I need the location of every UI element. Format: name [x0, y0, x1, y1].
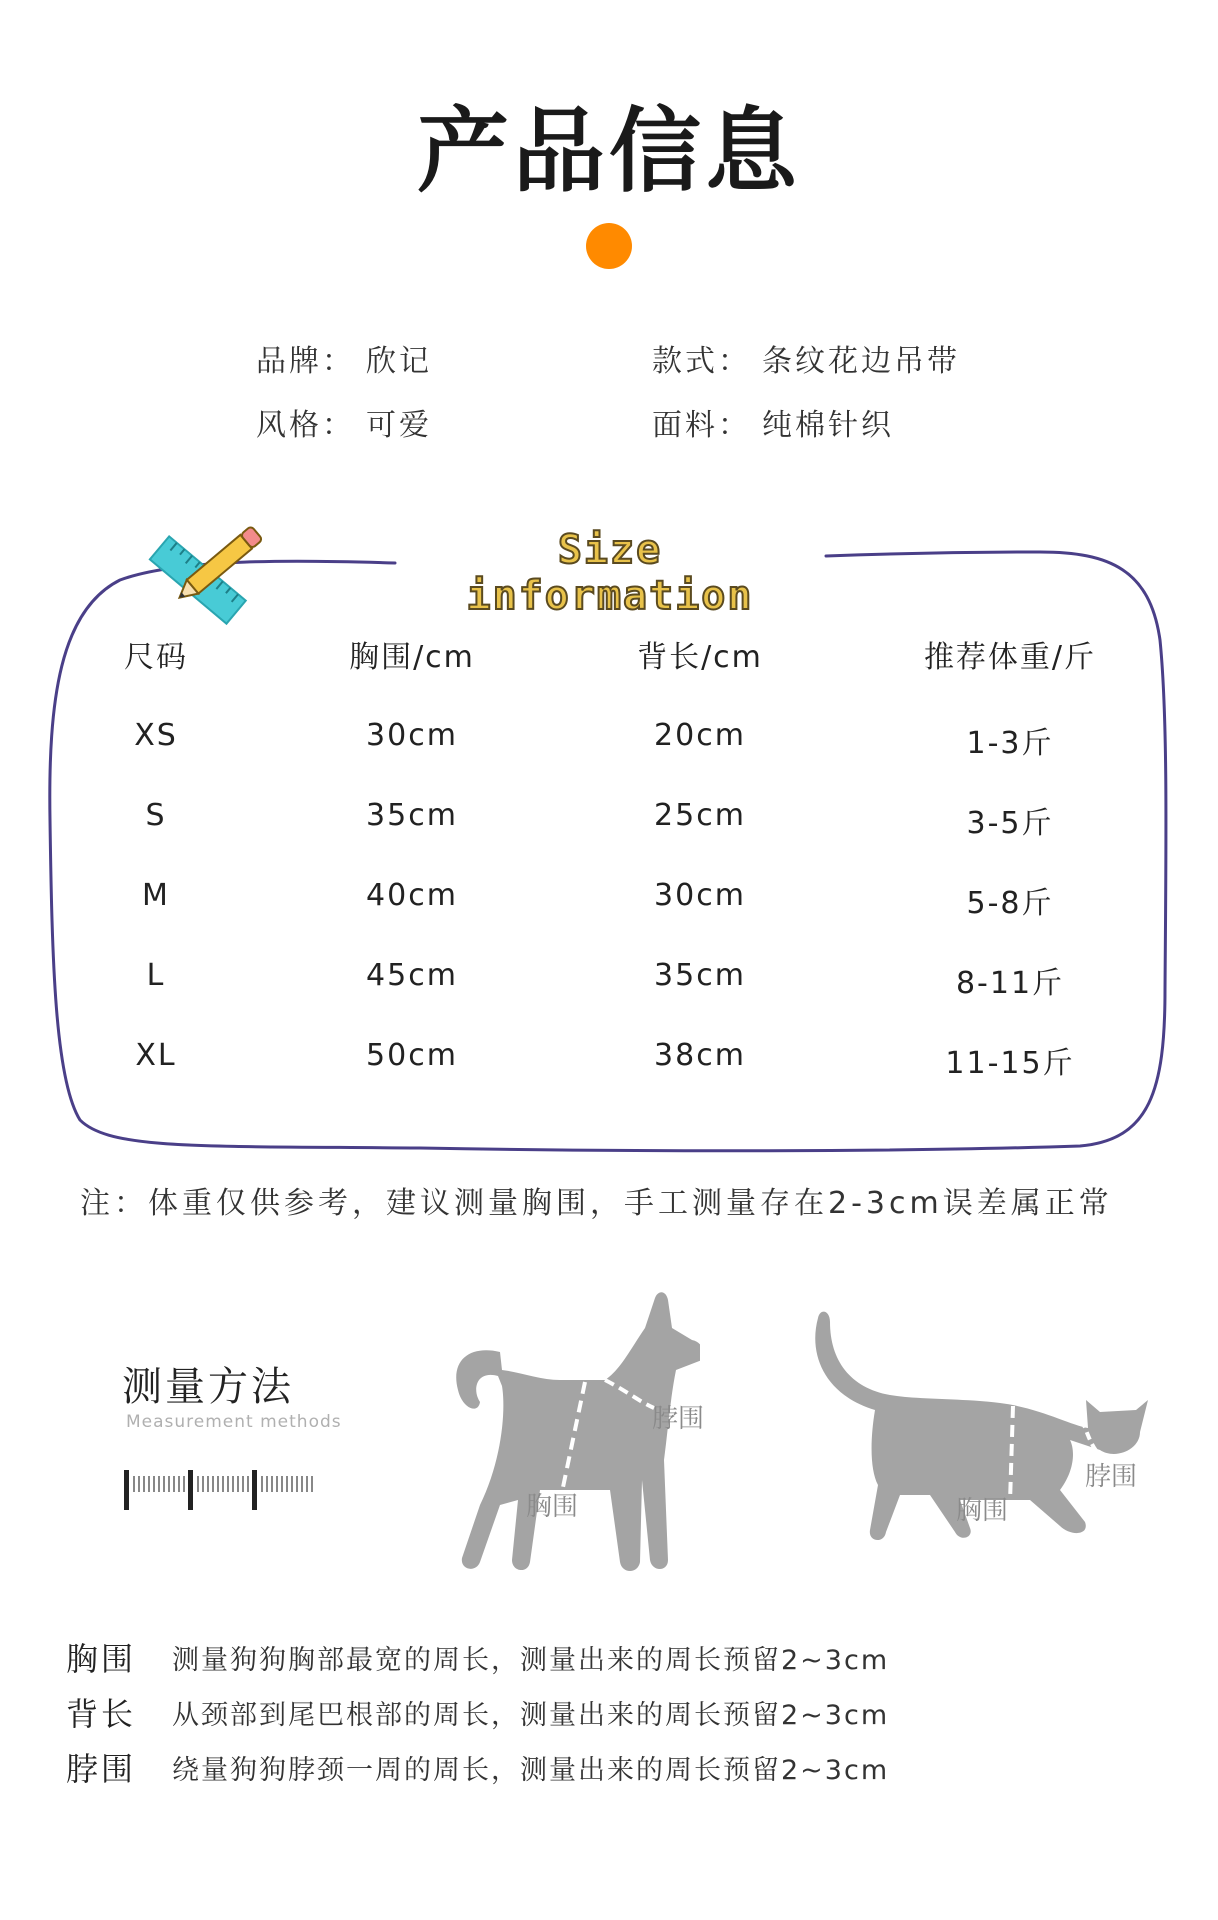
desc-chest-text: 测量狗狗胸部最宽的周长，测量出来的周长预留2~3cm — [172, 1645, 890, 1676]
style-label: 款式： — [652, 344, 751, 379]
row-xl-chest: 50cm — [366, 1038, 458, 1073]
row-xl-weight: 11-15斤 — [945, 1046, 1075, 1081]
brand-label: 品牌： — [256, 344, 355, 379]
style-value: 条纹花边吊带 — [762, 344, 960, 379]
row-xs-size: XS — [134, 718, 178, 753]
fabric-label: 面料： — [652, 408, 751, 443]
cat-neck-label: 脖围 — [1085, 1462, 1138, 1492]
genre-value: 可爱 — [366, 408, 432, 443]
row-m-size: M — [142, 878, 170, 913]
measurement-title: 测量方法 — [122, 1364, 294, 1410]
desc-back-text: 从颈部到尾巴根部的周长，测量出来的周长预留2~3cm — [172, 1700, 890, 1731]
row-m-chest: 40cm — [366, 878, 458, 913]
sizing-note: 注：体重仅供参考，建议测量胸围，手工测量存在2-3cm误差属正常 — [80, 1186, 1113, 1221]
row-m-back: 30cm — [654, 878, 746, 913]
row-s-back: 25cm — [654, 798, 746, 833]
row-m-weight: 5-8斤 — [966, 886, 1054, 921]
desc-neck-text: 绕量狗狗脖颈一周的周长，测量出来的周长预留2~3cm — [172, 1755, 890, 1786]
dog-chest-label: 胸围 — [526, 1492, 579, 1522]
measurement-subtitle: Measurement methods — [126, 1412, 342, 1432]
brand-value: 欣记 — [366, 344, 432, 379]
ruler-pencil-icon — [140, 515, 275, 640]
dog-neck-label: 脖围 — [652, 1404, 705, 1434]
cat-chest-label: 胸围 — [956, 1496, 1009, 1526]
page-title: 产品信息 — [416, 98, 801, 205]
tape-measure-icon — [122, 1470, 322, 1512]
dog-silhouette-icon — [440, 1290, 700, 1580]
size-information-heading: Size information — [466, 527, 754, 619]
header-back-length: 背长/cm — [637, 640, 763, 675]
genre-label: 风格： — [256, 408, 355, 443]
row-s-size: S — [145, 798, 167, 833]
desc-back-label: 背长 — [66, 1695, 137, 1733]
row-s-weight: 3-5斤 — [966, 806, 1054, 841]
header-chest: 胸围/cm — [349, 640, 475, 675]
row-xs-weight: 1-3斤 — [966, 726, 1054, 761]
row-s-chest: 35cm — [366, 798, 458, 833]
row-l-back: 35cm — [654, 958, 746, 993]
row-xl-back: 38cm — [654, 1038, 746, 1073]
row-l-chest: 45cm — [366, 958, 458, 993]
row-xs-chest: 30cm — [366, 718, 458, 753]
row-l-weight: 8-11斤 — [955, 966, 1065, 1001]
desc-neck-label: 脖围 — [66, 1750, 137, 1788]
fabric-value: 纯棉针织 — [762, 408, 894, 443]
row-xs-back: 20cm — [654, 718, 746, 753]
row-xl-size: XL — [135, 1038, 177, 1073]
desc-chest-label: 胸围 — [66, 1640, 137, 1678]
header-weight: 推荐体重/斤 — [923, 640, 1097, 675]
row-l-size: L — [146, 958, 166, 993]
header-size: 尺码 — [124, 640, 188, 675]
